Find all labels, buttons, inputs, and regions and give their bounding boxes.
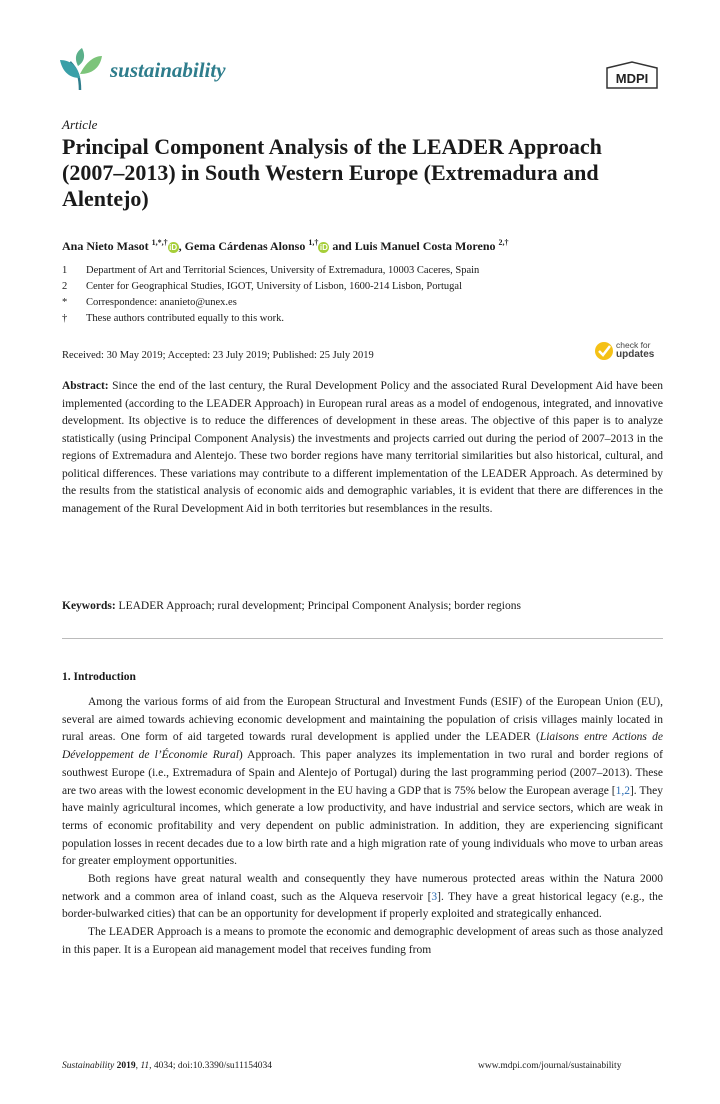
affiliation-item: 2 Center for Geographical Studies, IGOT, University of Lisbon, 1600-214 Lisbon, Portugal (62, 281, 462, 292)
publication-dates: Received: 30 May 2019; Accepted: 23 July 2019; Published: 25 July 2019 (62, 350, 374, 361)
author-affiliation-marks: 1,*,† (151, 238, 168, 247)
citation-link[interactable]: 1,2 (615, 784, 630, 797)
author-conjunction: and (332, 239, 352, 253)
abstract-text: Since the end of the last century, the Rural Development Policy and the associated Rural Development Aid have been implemented (according to the LEADER Approach) in European rural areas as a model of endogenous, integrated, and innovative development. Its objective is to reduce the differences of development in these areas. The objective of this paper is to analyze statistically (using Principal Component Analysis) the investments and projects carried out during the period of 2007–2013 in the regions of Extremadura and Alentejo. These two border regions have many territorial similarities but also historical, cultural, and political differences. These variations may contribute to a different implementation of the LEADER Approach. As determined by the results from the statistical analysis of economic aids and demographic variables, it is evident that there are differences in the management of the Rural Development Aid in both territories but resemblances in the results. (62, 380, 663, 515)
abstract-label: Abstract: (62, 380, 109, 392)
paragraph: The LEADER Approach is a means to promote the economic and demographic development of areas such as those analyzed in this paper. It is a European aid management model that receives funding from (62, 926, 663, 956)
abstract (62, 378, 663, 518)
article-title: Principal Component Analysis of the LEADER Approach (2007–2013) in South Western Europe (Extremadura and Alentejo) (62, 134, 602, 211)
author-affiliation-marks: 1,† (308, 238, 319, 247)
keywords (62, 600, 663, 612)
author-name[interactable]: Gema Cárdenas Alonso (184, 239, 306, 253)
author-affiliation-marks: 2,† (498, 238, 509, 247)
author-name[interactable]: Ana Nieto Masot (62, 239, 149, 253)
paragraph: Both regions have great natural wealth and consequently they have numerous protected areas within the Natura 2000 network and a common area of inland coast, such as the Alqueva reservoir [3]. They have a great historical legacy (e.g., the border-bulwarked cities) that can be an opportunity for development if properly exploited and strategically enhanced. (62, 873, 663, 921)
citation-link[interactable]: 3 (431, 890, 438, 903)
introduction-body (62, 694, 663, 960)
check-for-updates-label[interactable]: check for updates (616, 340, 655, 360)
section-heading: 1. Introduction (62, 671, 136, 683)
correspondence-item[interactable]: * Correspondence: ananieto@unex.es (62, 297, 237, 308)
orcid-icon[interactable]: iD (319, 242, 328, 252)
keywords-text: LEADER Approach; rural development; Principal Component Analysis; border regions (118, 600, 521, 612)
article-type: Article (62, 117, 98, 132)
author-name[interactable]: Luis Manuel Costa Moreno (354, 239, 496, 253)
journal-name[interactable]: sustainability (110, 58, 226, 82)
author-list: Ana Nieto Masot $^{1,*,\dagger}$iD , Gema Cárdenas Alonso $^{1,\dagger}$iD and Luis Manuel Costa Moreno $^{2,\dagger}$ (62, 238, 509, 253)
publisher-name: MDPI (615, 71, 649, 86)
affiliation-item: 1 Department of Art and Territorial Sciences, University of Extremadura, 10003 Caceres, Spain (62, 265, 480, 276)
orcid-icon[interactable]: iD (169, 242, 178, 252)
keywords-label: Keywords: (62, 600, 116, 612)
paragraph: Among the various forms of aid from the European Structural and Investment Funds (ESIF) of the European Union (EU), several are aimed towards achieving economic development and maintaining the population of crisis villages mainly located in rural areas. One form of aid targeted towards rural development is applied under the LEADER (Liaisons entre Actions de Développement de l’Économie Rural) Approach. This paper analyzes its implementation in two rural and border regions of southwest Europe (i.e., Extremadura of Spain and Alentejo of Portugal) during the last programming period (2007–2013). These are two areas with the lowest economic development in the EU having a GDP that is 75% below the European average [1,2]. They have mainly agricultural incomes, which generate a low productivity, and have industrial and service sectors, which are weak in terms of economic profitability and very dependent on public administration. In addition, they are experiencing significant population losses in recent decades due to a low birth rate and a high migration rate of young individuals who move to urban areas for greater employment opportunities. (62, 696, 663, 868)
footer-citation: Sustainability 2019, 11, 4034; doi:10.3390/su11154034 (62, 1061, 272, 1071)
section-divider (62, 638, 663, 639)
mdpi-logo-icon[interactable] (604, 60, 660, 90)
footer-journal-url[interactable]: www.mdpi.com/journal/sustainability (478, 1061, 622, 1071)
equal-contribution-note: † These authors contributed equally to this work. (62, 313, 284, 324)
leaf-logo-icon (58, 48, 104, 92)
